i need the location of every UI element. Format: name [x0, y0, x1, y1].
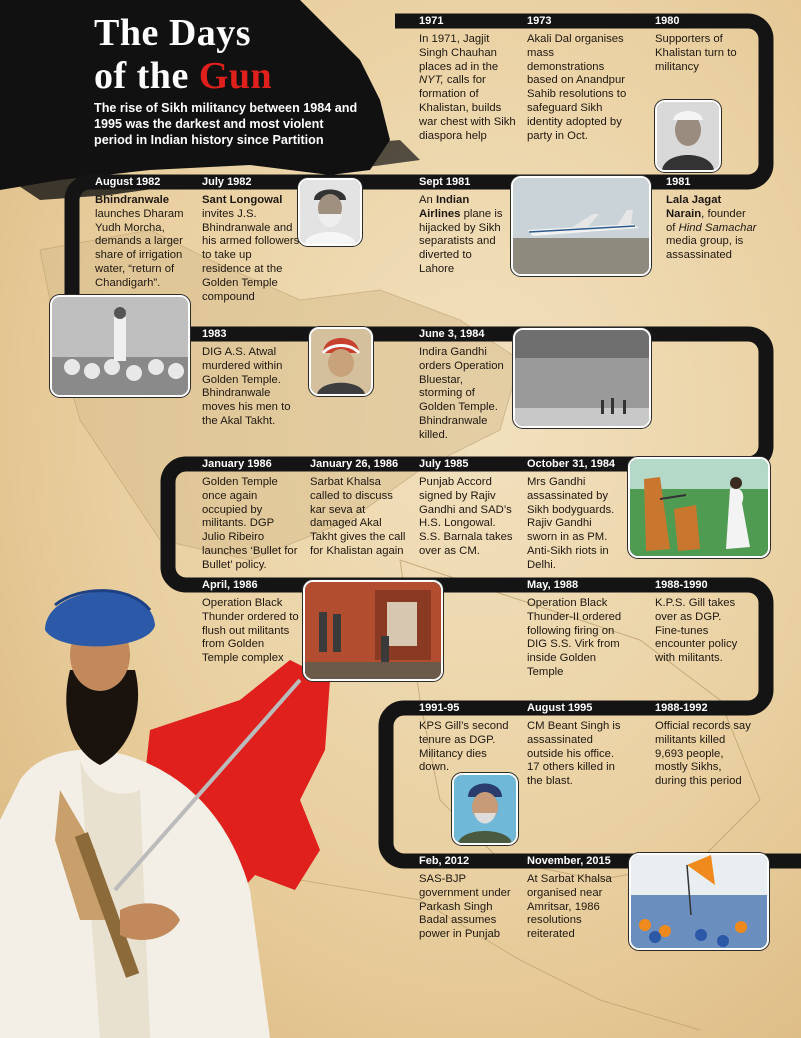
- portrait-gill-photo: [452, 773, 518, 845]
- assassination-illustration: [628, 457, 770, 558]
- event-text: DIG A.S. Atwal murdered within Golden Temple. Bhindranwale moves his men to the Akal Takht.: [202, 346, 291, 427]
- event-text: KPS Gill’s second tenure as DGP. Militancy dies down.: [419, 720, 509, 774]
- portrait-old-man-photo: [655, 100, 721, 172]
- event-text: Bhindranwale launches Dharam Yudh Morcha, demands a larger share of irrigation water, “return of Chandigarh”.: [95, 194, 184, 289]
- event-date: 1973: [527, 15, 552, 27]
- event-text: Official records say militants killed 9,693 people, mostly Sikhs, during this period: [655, 720, 751, 788]
- event-text: Akali Dal organises mass demonstrations based on Anandpur Sahib resolutions to safeguard Sikh identity adopted by party in Oct.: [527, 33, 627, 142]
- event-text: Operation Black Thunder ordered to flush out militants from Golden Temple complex: [202, 597, 299, 665]
- event-date: April, 1986: [202, 579, 258, 591]
- soldiers-ruins-photo: [303, 580, 443, 681]
- event-date: 1983: [202, 328, 227, 340]
- event-text: Supporters of Khalistan turn to militancy: [655, 33, 737, 73]
- portrait-atwal-photo: [309, 327, 373, 396]
- event-date: Sept 1981: [419, 176, 471, 188]
- event-date: October 31, 1984: [527, 458, 616, 470]
- event-date: 1971: [419, 15, 444, 27]
- event-text: In 1971, Jagjit Singh Chauhan places ad in the NYT, calls for formation of Khalistan, builds war chest with Sikh diaspora help: [419, 33, 516, 142]
- event-text: Punjab Accord signed by Rajiv Gandhi and SAD’s H.S. Longowal. S.S. Barnala takes over as CM.: [419, 476, 513, 557]
- page-subtitle: The rise of Sikh militancy between 1984 and 1995 was the darkest and most violent period in Indian history since Partition: [94, 101, 358, 147]
- event-date: July 1982: [202, 176, 252, 188]
- event-text: Sant Longowal invites J.S. Bhindranwale and his armed followers to take up residence at the Golden Temple compound: [202, 194, 300, 303]
- event-text: Indira Gandhi orders Operation Bluestar, storming of Golden Temple. Bhindranwale killed.: [419, 346, 504, 441]
- event-date: May, 1988: [527, 579, 579, 591]
- event-date: November, 2015: [527, 855, 611, 867]
- event-date: July 1985: [419, 458, 469, 470]
- event-text: Mrs Gandhi assassinated by Sikh bodyguards. Rajiv Gandhi sworn in as PM. Anti-Sikh riots in Delhi.: [527, 476, 615, 571]
- event-text: Lala Jagat Narain, founder of Hind Samachar media group, is assassinated: [666, 194, 757, 262]
- event-date: 1988-1990: [655, 579, 708, 591]
- event-text: An Indian Airlines plane is hijacked by Sikh separatists and diverted to Lahore: [419, 194, 503, 275]
- page-title: The Days of the Gun: [94, 12, 273, 97]
- event-date: 1981: [666, 176, 691, 188]
- event-date: 1991-95: [419, 702, 460, 714]
- crowd-gathering-photo: [50, 295, 190, 397]
- event-text: Operation Black Thunder-II ordered following firing on DIG S.S. Virk from inside Golden Temple: [527, 597, 622, 678]
- event-date: January 26, 1986: [310, 458, 399, 470]
- event-date: 1980: [655, 15, 680, 27]
- event-text: SAS-BJP government under Parkash Singh Badal assumes power in Punjab: [419, 873, 511, 941]
- golden-temple-pool-photo: [513, 328, 651, 428]
- event-date: August 1982: [95, 176, 161, 188]
- event-text: K.P.S. Gill takes over as DGP. Fine-tunes encounter policy with militants.: [655, 597, 738, 665]
- portrait-longowal-photo: [298, 178, 362, 246]
- indian-airlines-plane-photo: [511, 176, 651, 276]
- sarbat-khalsa-gathering-photo: [629, 853, 769, 950]
- event-text: At Sarbat Khalsa organised near Amritsar, 1986 resolutions reiterated: [527, 873, 612, 941]
- event-text: Sarbat Khalsa called to discuss kar seva at damaged Akal Takht gives the call for Khalistan again: [310, 476, 406, 557]
- event-date: January 1986: [202, 458, 272, 470]
- event-date: June 3, 1984: [419, 328, 485, 340]
- event-text: CM Beant Singh is assassinated outside his office. 17 others killed in the blast.: [527, 720, 621, 788]
- event-date: 1988-1992: [655, 702, 708, 714]
- event-text: Golden Temple once again occupied by militants. DGP Julio Ribeiro launches ‘Bullet for Bullet’ policy.: [202, 476, 298, 571]
- event-date: Feb, 2012: [419, 855, 470, 867]
- event-date: August 1995: [527, 702, 593, 714]
